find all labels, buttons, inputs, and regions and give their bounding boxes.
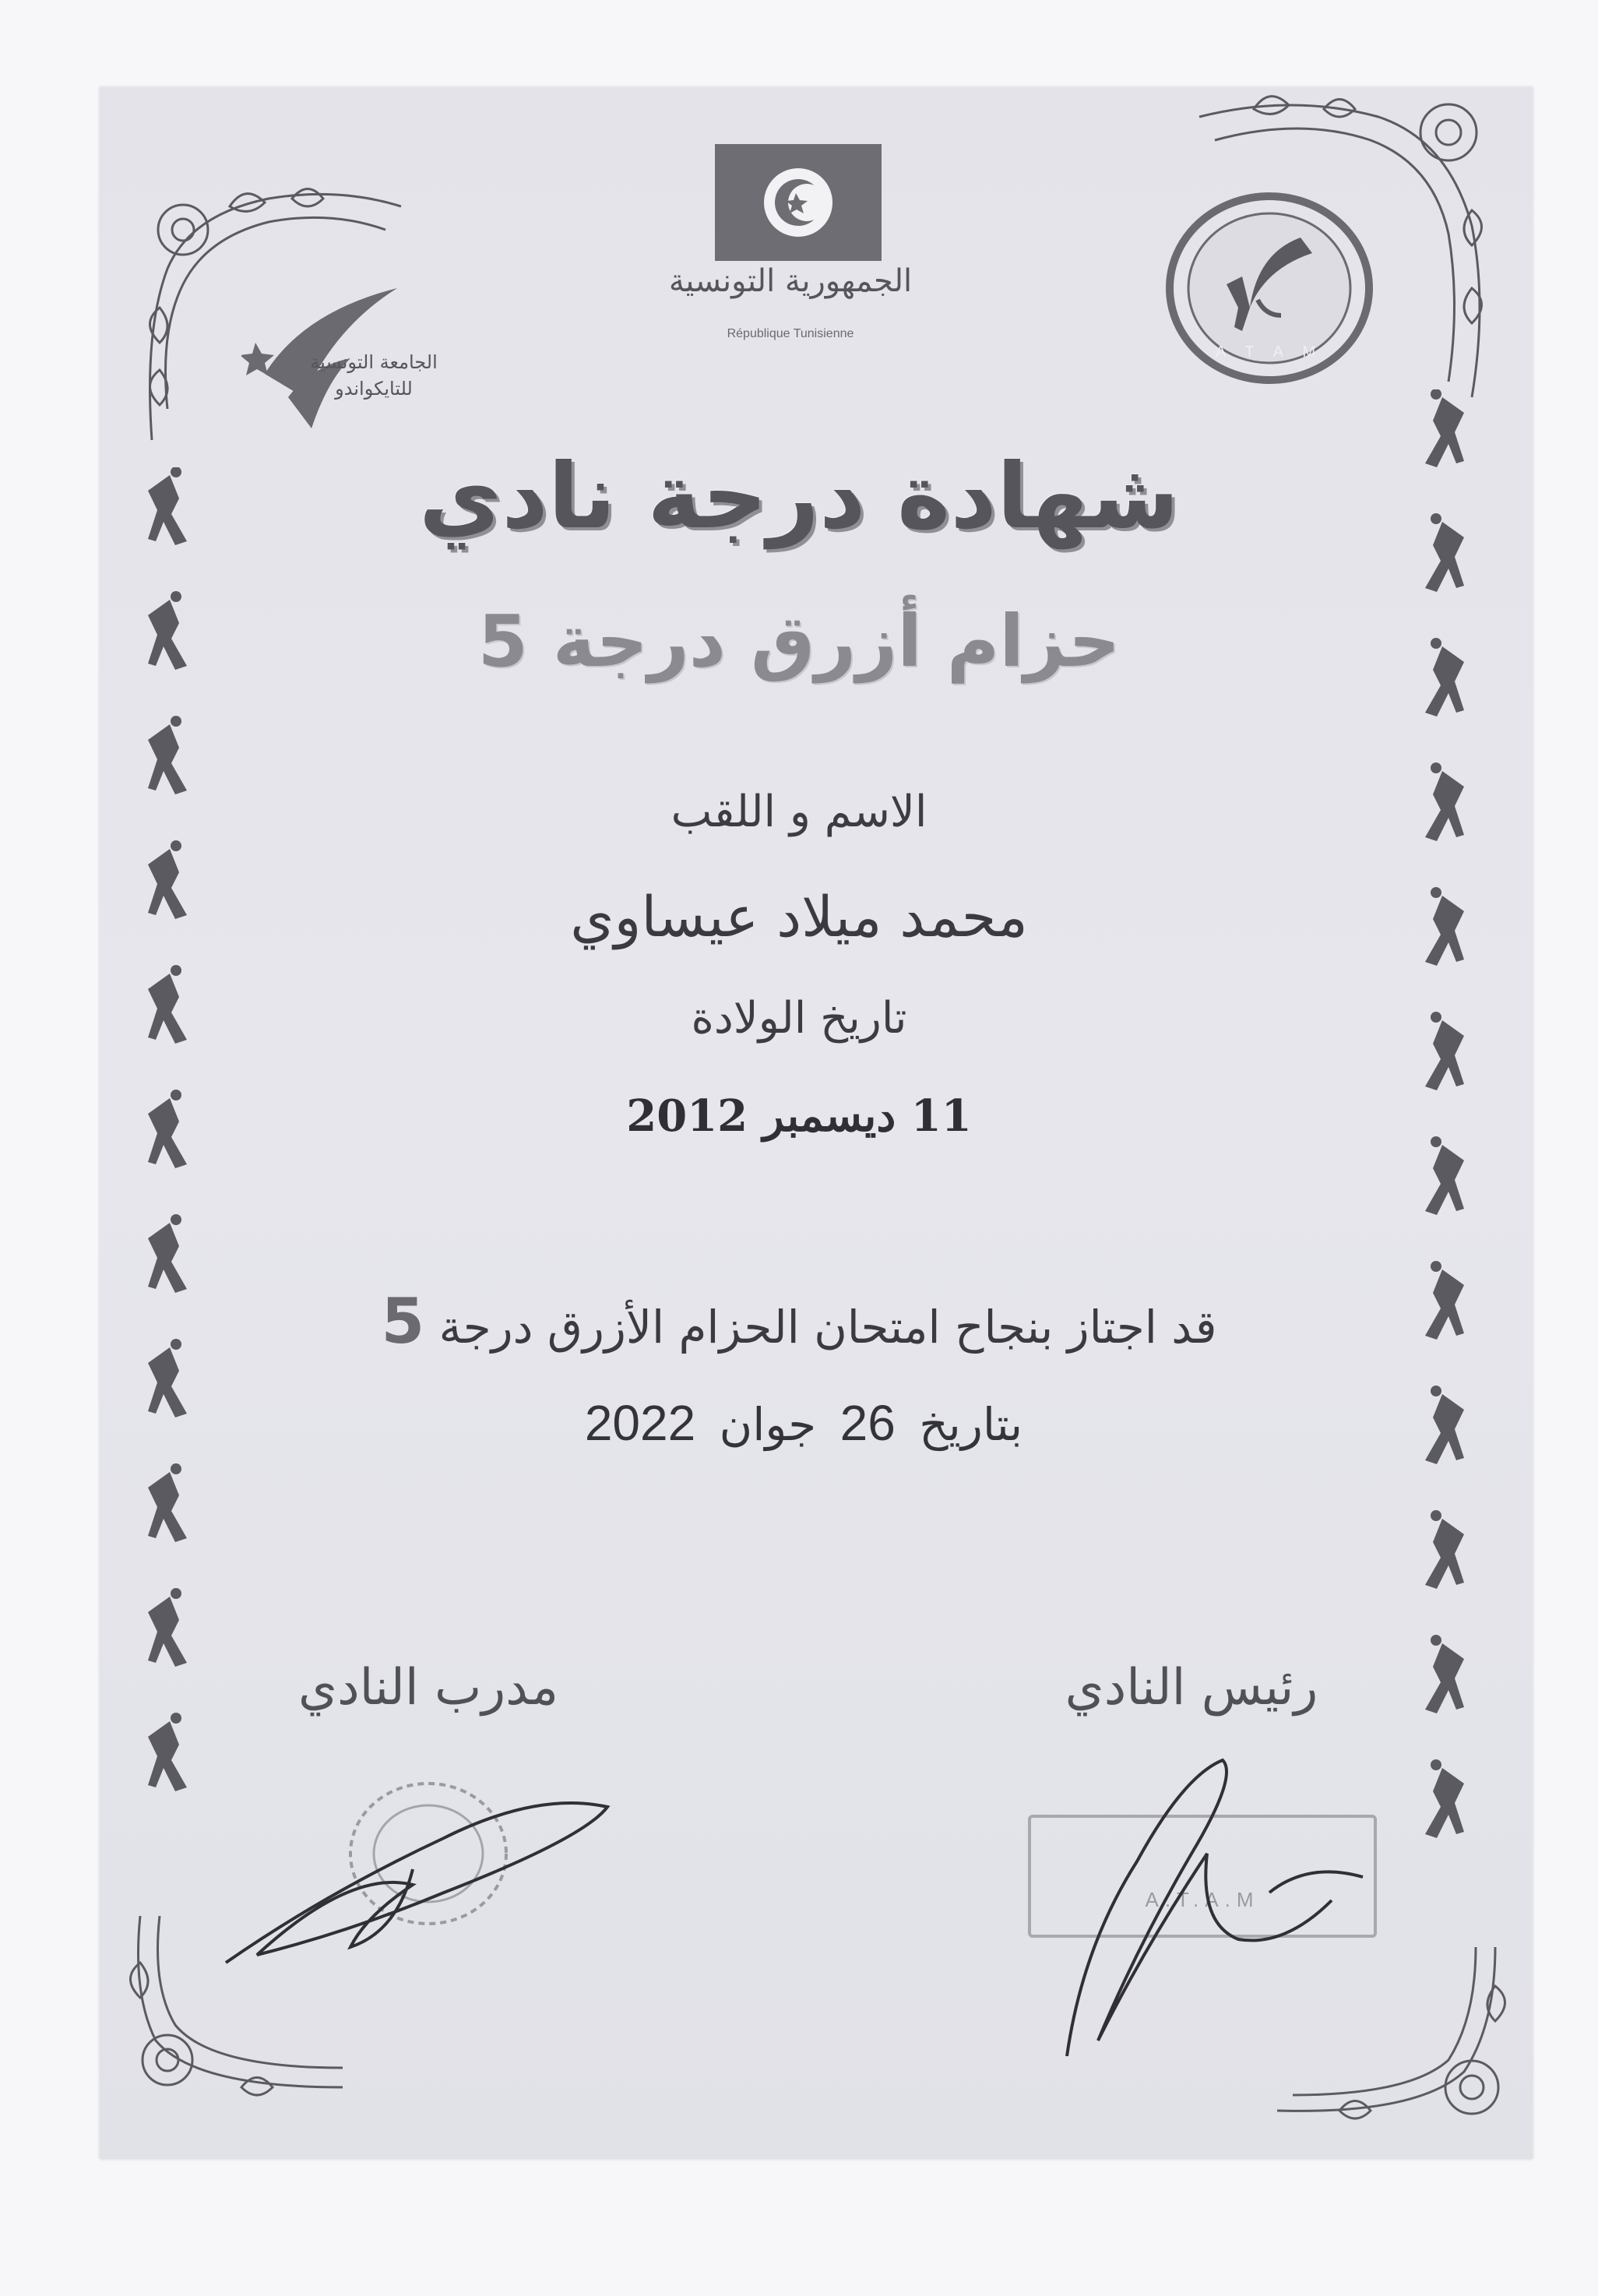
crescent-star-icon xyxy=(715,144,882,261)
club-logo xyxy=(1164,191,1374,386)
exam-date-line xyxy=(0,1394,1598,1452)
coach-signature xyxy=(210,1776,631,2009)
coach-signature-title: مدرب النادي xyxy=(297,1659,559,1717)
club-logo-text: A T A M xyxy=(1215,343,1324,361)
president-signature-title: رئيس النادي xyxy=(1065,1659,1318,1717)
passed-exam-degree: 5 xyxy=(381,1285,425,1358)
certificate-subtitle: حزام أزرق درجة 5 xyxy=(477,600,1121,683)
federation-name: الجامعة التونسية للتايكواندو xyxy=(310,351,438,400)
birth-date-value: 11 ديسمبر 2012 xyxy=(626,1090,972,1142)
president-signature xyxy=(1051,1745,1378,2072)
exam-date-prefix: بتاريخ xyxy=(919,1398,1023,1451)
certificate-title: شهادة درجة نادي xyxy=(418,444,1180,549)
exam-year: 2022 xyxy=(584,1395,696,1451)
flag-caption: الجمهورية التونسية xyxy=(668,263,913,299)
exam-day: 26 xyxy=(839,1395,896,1451)
flag-subcaption: République Tunisienne xyxy=(727,327,854,340)
name-value: محمد ميلاد عيساوي xyxy=(570,884,1028,949)
exam-month: جوان xyxy=(719,1398,817,1451)
passed-exam-line xyxy=(0,1285,1598,1358)
birth-date-label: تاريخ الولادة xyxy=(691,993,907,1044)
stamp-text: A.T.A.M xyxy=(1145,1888,1260,1911)
passed-exam-text: قد اجتاز بنجاح امتحان الحزام الأزرق درجة xyxy=(438,1301,1217,1354)
tunisia-flag xyxy=(715,144,882,261)
name-label: الاسم و اللقب xyxy=(671,787,927,837)
